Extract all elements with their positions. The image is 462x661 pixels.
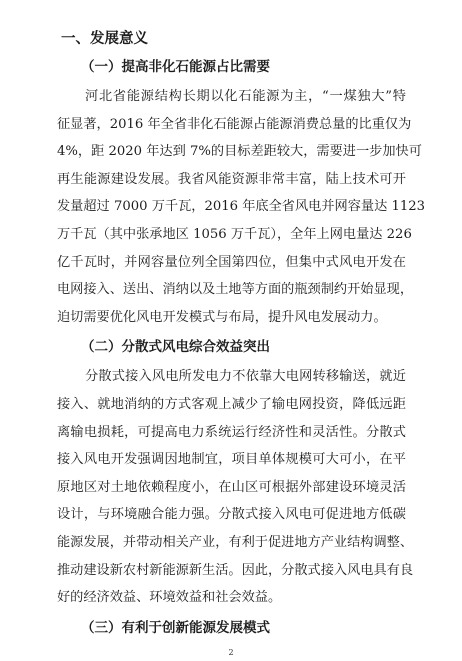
text-line: 原地区对土地依赖程度小，在山区可根据外部建设环境灵活 xyxy=(57,479,406,495)
paragraph-2 xyxy=(57,363,414,611)
text-line: 亿千瓦时，并网容量位列全国第四位，但集中式风电开发在 xyxy=(57,254,406,270)
text-line: 迫切需要优化风电开发模式与布局，提升风电发展动力。 xyxy=(57,309,387,325)
text-line: 离输电损耗，可提高电力系统运行经济性和灵活性。分散式 xyxy=(57,424,406,440)
page-number: 2 xyxy=(228,648,234,657)
text-line: 河北省能源结构长期以化石能源为主，“一煤独大”特 xyxy=(85,89,406,104)
text-line: 电网接入、送出、消纳以及土地等方面的瓶颈制约开始显现， xyxy=(57,282,414,298)
section-heading: 一、发展意义 xyxy=(61,31,148,47)
text-line: 4%，距 2020 年达到 7%的目标差距较大，需要进一步加快可 xyxy=(57,144,422,160)
text-line: 征显著，2016 年全省非化石能源占能源消费总量的比重仅为 xyxy=(57,116,412,132)
text-line: 分散式接入风电所发电力不依靠大电网转移输送，就近 xyxy=(85,369,406,385)
subsection-title-1: （一）提高非化石能源占比需要 xyxy=(81,59,270,75)
subsection-title-3: （三）有利于创新能源发展模式 xyxy=(81,619,270,636)
text-line: 接入、就地消纳的方式客观上减少了输电网投资，降低远距 xyxy=(57,396,406,412)
subsection-title-2: （二）分散式风电综合效益突出 xyxy=(81,339,270,356)
text-line: 好的经济效益、环境效益和社会效益。 xyxy=(57,590,282,606)
text-line: 推动建设新农村新能源新生活。因此，分散式接入风电具有良 xyxy=(57,562,414,578)
text-line: 发量超过 7000 万千瓦，2016 年底全省风电并网容量达 1123 xyxy=(57,199,426,215)
text-line: 万千瓦（其中张承地区 1056 万千瓦），全年上网电量达 226 xyxy=(57,226,412,242)
text-line: 设计，与环境融合能力强。分散式接入风电可促进地方低碳 xyxy=(57,507,406,523)
text-line: 能源发展，并带动相关产业，有利于促进地方产业结构调整、 xyxy=(57,534,414,550)
paragraph-1 xyxy=(57,83,426,331)
text-line: 再生能源建设发展。我省风能资源非常丰富，陆上技术可开 xyxy=(57,171,406,187)
text-line: 接入风电开发强调因地制宜，项目单体规模可大可小，在平 xyxy=(57,452,406,468)
